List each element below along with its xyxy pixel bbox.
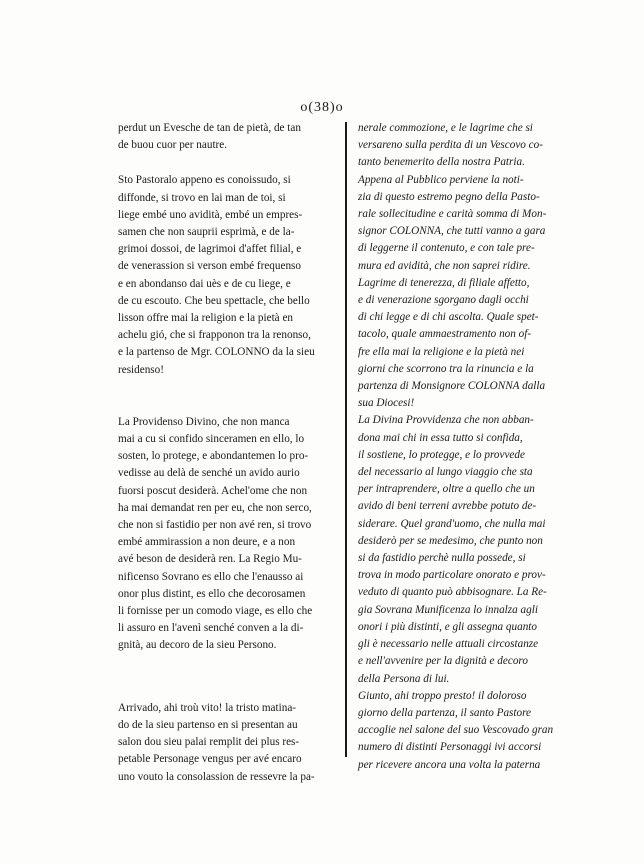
left-column: [118, 120, 332, 786]
text-line: della Persona di lui.: [358, 672, 450, 685]
text-line: del necessario al lungo viaggio che sta: [358, 466, 533, 479]
text-line: perdut un Evesche de tan de pietà, de tan: [118, 122, 301, 134]
text-line: uno vouto la consolassion de ressevre la pa-: [118, 770, 315, 783]
text-line: de venerassion si verson embé frequenso: [118, 260, 301, 273]
text-line: onor plus distint, es ello che decorosamen: [118, 587, 306, 600]
text-line: Lagrime di tenerezza, di filiale affetto,: [358, 276, 530, 289]
text-line: samen che non sauprii esprimà, e de la-: [118, 226, 295, 239]
text-line: per ricevere ancora una volta la paterna: [358, 758, 541, 771]
text-line: liege embé uno avidità, embé un empres-: [118, 208, 303, 221]
text-line: salon dou sieu palai remplit dei plus res-: [118, 736, 300, 749]
text-line: nificenso Sovrano es ello che l'enausso ai: [118, 570, 304, 583]
text-line: de buou cuor per nautre.: [118, 139, 228, 152]
text-line: gia Sovrana Munificenza lo innalza agli: [358, 603, 538, 616]
page-number: o(38)o: [300, 100, 344, 115]
text-line: e la partenso de Mgr. COLONNO da la sieu: [118, 346, 315, 359]
text-line: La Divina Provvidenza che non abban-: [358, 414, 534, 427]
text-line: si da fastidio perchè nulla possede, si: [358, 552, 526, 565]
text-line: lisson offre mai la religion e la pietà en: [118, 312, 294, 325]
text-line: e nell'avvenire per la dignità e decoro: [358, 655, 528, 668]
text-line: siderare. Quel grand'uomo, che nulla mai: [358, 517, 546, 530]
text-line: ha mai demandat ren per eu, che non serco,: [118, 501, 312, 514]
text-line: zia di questo estremo pegno della Pasto-: [358, 190, 540, 203]
text-line: sua Diocesi!: [358, 397, 415, 410]
text-line: giorno della partenza, il santo Pastore: [358, 706, 531, 719]
text-line: e en abondanso dai uès e de cu liege, e: [118, 277, 291, 290]
paragraph: [358, 172, 570, 413]
paragraph: [118, 414, 332, 655]
right-column: [358, 120, 570, 774]
paragraph: [118, 120, 332, 154]
text-line: fuorsi poscut desiderà. Achel'ome che non: [118, 484, 308, 497]
text-line: numero di distinti Personaggi ivi accorsi: [358, 741, 542, 754]
text-line: avé beson de desiderà ren. La Regio Mu-: [118, 553, 302, 566]
text-line: versareno sulla perdita di un Vescovo co-: [358, 139, 543, 152]
text-line: do de la sieu partenso en si presentan au: [118, 718, 298, 731]
text-line: vedisse au delà de senché un avido aurio: [118, 467, 300, 480]
text-line: rale sollecitudine e carità somma di Mon-: [358, 208, 547, 221]
text-line: trova in modo particolare onorato e prov-: [358, 569, 546, 582]
text-line: dona mai chi in essa tutto si confida,: [358, 431, 523, 444]
text-line: li fornisse per un comodo viage, es ello che: [118, 605, 313, 618]
text-line: gli è necessario nelle attuali circostanze: [358, 638, 539, 651]
text-line: sosten, lo protege, e abondantemen lo pro-: [118, 450, 309, 463]
paragraph: [118, 700, 332, 786]
paragraph: [358, 688, 570, 774]
text-line: diffonde, si trovo en lai man de toi, si: [118, 191, 286, 204]
text-line: tacolo, quale ammaestramento non of-: [358, 328, 532, 341]
text-line: grimoi dossoi, de lagrimoi d'affet filial, e: [118, 243, 302, 256]
paragraph: [358, 412, 570, 687]
text-line: gnità, au decoro de la sieu Persono.: [118, 639, 277, 652]
text-line: Giunto, ahi troppo presto! il doloroso: [358, 689, 527, 702]
text-line: giorni che scorrono tra la rinuncia e la: [358, 362, 534, 375]
paragraph: [358, 120, 570, 172]
text-line: fre ella mai la religione e la pietà nei: [358, 345, 525, 358]
text-line: il sostiene, lo protegge, e lo provvede: [358, 448, 525, 461]
text-line: embé ammirassion a non deure, e a non: [118, 536, 296, 549]
text-line: signor COLONNA, che tutti vanno a gara: [358, 225, 546, 238]
text-line: achelu gió, che si frapponon tra la renonso,: [118, 329, 311, 342]
text-line: veduto di quanto può abbisognare. La Re-: [358, 586, 547, 599]
text-line: mura ed avidità, che non saprei ridire.: [358, 259, 531, 272]
text-line: partenza di Monsignore COLONNA dalla: [358, 380, 546, 393]
text-line: e di venerazione sgorgano dagli occhi: [358, 294, 529, 307]
text-line: per intraprendere, oltre a quello che un: [358, 483, 535, 496]
column-divider: [345, 122, 347, 757]
text-line: tanto benemerito della nostra Patria.: [358, 156, 525, 169]
text-line: desiderò per se medesimo, che punto non: [358, 534, 543, 547]
text-line: Appena al Pubblico perviene la noti-: [358, 173, 524, 186]
text-line: La Providenso Divino, che non manca: [118, 415, 290, 428]
text-line: di leggerne il contenuto, e con tale pre-: [358, 242, 535, 255]
text-line: li assuro en l'avenì senché conven a la di-: [118, 622, 304, 635]
text-line: che non si fastidio per non avé ren, si trovo: [118, 519, 312, 532]
text-line: residenso!: [118, 363, 164, 376]
text-line: mai a cu si confido sinceramen en ello, lo: [118, 433, 305, 446]
paragraph: [118, 172, 332, 378]
text-line: nerale commozione, e le lagrime che si: [358, 122, 533, 134]
text-line: Arrivado, ahi troù vito! la tristo matina-: [118, 701, 297, 714]
text-line: de cu escouto. Che beu spettacle, che bello: [118, 294, 310, 307]
text-line: onori i più distinti, e gli assegna quanto: [358, 620, 538, 633]
text-line: accoglie nel salone del suo Vescovado gran: [358, 724, 554, 737]
text-line: petable Personage vengus per avé encaro: [118, 753, 302, 766]
text-line: Sto Pastoralo appeno es conoissudo, si: [118, 174, 291, 187]
text-line: avido di beni terreni avrebbe potuto de-: [358, 500, 537, 513]
text-line: di chi legge e di chi ascolta. Quale spet-: [358, 311, 539, 324]
